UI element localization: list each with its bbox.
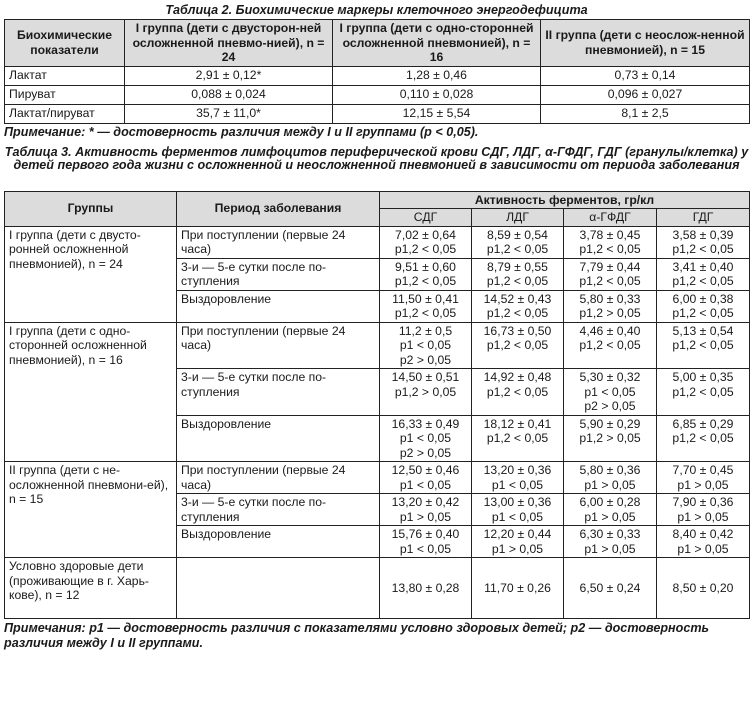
table3-group-cell: Условно здоровые дети (проживающие в г. Харь-кове), n = 12 (5, 558, 177, 619)
table3-value-cell: 16,73 ± 0,50 p1,2 < 0,05 (472, 322, 564, 369)
table2-value-cell: 0,088 ± 0,024 (125, 85, 333, 104)
table2-header-group2: II группа (дети с неослож-ненной пневмонией), n = 15 (541, 20, 750, 67)
table3-value-cell: 8,79 ± 0,55 p1,2 < 0,05 (472, 258, 564, 290)
table3-header-activity: Активность ферментов, гр/кл (380, 191, 750, 209)
table3-period-cell: При поступлении (первые 24 часа) (177, 322, 380, 369)
table3-period-cell: Выздоровление (177, 526, 380, 558)
table3-value-cell: 12,50 ± 0,46 p1 < 0,05 (380, 462, 472, 494)
table3-value-cell: 8,50 ± 0,20 (657, 558, 750, 619)
table3-row (5, 226, 750, 258)
table2-value-cell: 8,1 ± 2,5 (541, 104, 750, 123)
table3-value-cell: 7,90 ± 0,36 p1 > 0,05 (657, 494, 750, 526)
table3-value-cell: 14,52 ± 0,43 p1,2 < 0,05 (472, 290, 564, 322)
table2-row (5, 66, 750, 85)
table3-header-groups: Группы (5, 191, 177, 226)
table3-value-cell: 3,41 ± 0,40 p1,2 < 0,05 (657, 258, 750, 290)
table3-value-cell: 6,30 ± 0,33 p1 > 0,05 (564, 526, 657, 558)
table3-value-cell: 12,20 ± 0,44 p1 > 0,05 (472, 526, 564, 558)
table3-value-cell: 7,79 ± 0,44 p1,2 < 0,05 (564, 258, 657, 290)
table3-row (5, 462, 750, 494)
table3-value-cell: 11,70 ± 0,26 (472, 558, 564, 619)
table2-indicator-cell: Пируват (5, 85, 125, 104)
table2-value-cell: 0,73 ± 0,14 (541, 66, 750, 85)
table3-value-cell: 6,00 ± 0,38 p1,2 < 0,05 (657, 290, 750, 322)
table3-value-cell: 16,33 ± 0,49 p1 < 0,05 p2 > 0,05 (380, 415, 472, 462)
table2-value-cell: 1,28 ± 0,46 (333, 66, 541, 85)
table3-value-cell: 11,2 ± 0,5 p1 < 0,05 p2 > 0,05 (380, 322, 472, 369)
table3-period-cell: Выздоровление (177, 415, 380, 462)
table3-header-period: Период заболевания (177, 191, 380, 226)
table2-value-cell: 12,15 ± 5,54 (333, 104, 541, 123)
table2-value-cell: 2,91 ± 0,12* (125, 66, 333, 85)
table3-group-cell: I группа (дети с двусто-ронней осложненной пневмонией), n = 24 (5, 226, 177, 322)
table2-caption: Таблица 2. Биохимические маркеры клеточного энергодефицита (165, 3, 588, 17)
table3-period-cell (177, 558, 380, 619)
table3-row (5, 322, 750, 369)
table3-value-cell: 5,90 ± 0,29 p1,2 > 0,05 (564, 415, 657, 462)
table3-value-cell: 18,12 ± 0,41 p1,2 < 0,05 (472, 415, 564, 462)
table3-note: Примечания: p1 — достоверность различия с показателями условно здоровых детей; p2 — достоверность различия между I и II группами. (4, 621, 710, 650)
table3-period-cell: 3-и — 5-е сутки после по-ступления (177, 258, 380, 290)
table3-group-cell: II группа (дети с не-осложненной пневмони-ей), n = 15 (5, 462, 177, 558)
table3-value-cell: 11,50 ± 0,41 p1,2 < 0,05 (380, 290, 472, 322)
table3-value-cell: 8,59 ± 0,54 p1,2 < 0,05 (472, 226, 564, 258)
table2-indicator-cell: Лактат (5, 66, 125, 85)
table3-value-cell: 13,00 ± 0,36 p1 < 0,05 (472, 494, 564, 526)
table3-value-cell: 4,46 ± 0,40 p1,2 < 0,05 (564, 322, 657, 369)
table3-value-cell: 14,50 ± 0,51 p1,2 > 0,05 (380, 369, 472, 416)
table3-value-cell: 13,20 ± 0,36 p1 < 0,05 (472, 462, 564, 494)
table3-value-cell: 6,85 ± 0,29 p1,2 < 0,05 (657, 415, 750, 462)
table3-value-cell: 5,30 ± 0,32 p1 < 0,05 p2 > 0,05 (564, 369, 657, 416)
table3-enzyme-sdg: СДГ (380, 209, 472, 227)
table3-period-cell: 3-и — 5-е сутки после по-ступления (177, 494, 380, 526)
table3-value-cell: 13,80 ± 0,28 (380, 558, 472, 619)
table3-value-cell: 9,51 ± 0,60 p1,2 < 0,05 (380, 258, 472, 290)
table2-note: Примечание: * — достоверность различия между I и II группами (p < 0,05). (4, 124, 479, 139)
table3-value-cell: 5,00 ± 0,35 p1,2 < 0,05 (657, 369, 750, 416)
table2-header-row (5, 20, 750, 67)
table3-value-cell: 8,40 ± 0,42 p1 > 0,05 (657, 526, 750, 558)
table2-value-cell: 0,110 ± 0,028 (333, 85, 541, 104)
table3 (4, 191, 750, 620)
table3-value-cell: 6,00 ± 0,28 p1 > 0,05 (564, 494, 657, 526)
table2-value-cell: 35,7 ± 11,0* (125, 104, 333, 123)
table3-row (5, 558, 750, 619)
table3-value-cell: 13,20 ± 0,42 p1 > 0,05 (380, 494, 472, 526)
table2-header-indicator: Биохимические показатели (5, 20, 125, 67)
table3-group-cell: I группа (дети с одно-сторонней осложненной пневмонией), n = 16 (5, 322, 177, 462)
table3-value-cell: 7,02 ± 0,64 p1,2 < 0,05 (380, 226, 472, 258)
table2-header-group1-unilateral: I группа (дети с одно-сторонней осложненной пневмонией), n = 16 (333, 20, 541, 67)
table3-period-cell: 3-и — 5-е сутки после по-ступления (177, 369, 380, 416)
table2-value-cell: 0,096 ± 0,027 (541, 85, 750, 104)
table3-value-cell: 5,80 ± 0,33 p1,2 > 0,05 (564, 290, 657, 322)
table3-period-cell: При поступлении (первые 24 часа) (177, 462, 380, 494)
table2-row (5, 104, 750, 123)
table3-period-cell: При поступлении (первые 24 часа) (177, 226, 380, 258)
table3-enzyme-ldg: ЛДГ (472, 209, 564, 227)
table3-value-cell: 5,80 ± 0,36 p1 > 0,05 (564, 462, 657, 494)
table3-value-cell: 7,70 ± 0,45 p1 > 0,05 (657, 462, 750, 494)
table3-header-row (5, 191, 750, 209)
table3-enzyme-gdg: ГДГ (657, 209, 750, 227)
table2 (4, 19, 750, 124)
table3-value-cell: 3,78 ± 0,45 p1,2 < 0,05 (564, 226, 657, 258)
table3-value-cell: 3,58 ± 0,39 p1,2 < 0,05 (657, 226, 750, 258)
table3-value-cell: 14,92 ± 0,48 p1,2 < 0,05 (472, 369, 564, 416)
table3-period-cell: Выздоровление (177, 290, 380, 322)
table3-value-cell: 15,76 ± 0,40 p1 < 0,05 (380, 526, 472, 558)
table2-row (5, 85, 750, 104)
table2-indicator-cell: Лактат/пируват (5, 104, 125, 123)
table3-value-cell: 5,13 ± 0,54 p1,2 < 0,05 (657, 322, 750, 369)
table3-enzyme-agfdg: α-ГФДГ (564, 209, 657, 227)
table3-caption: Таблица 3. Активность ферментов лимфоцитов периферической крови СДГ, ЛДГ, α-ГФДГ, ГДГ (гранулы/клетка) у детей первого года жизни с осложненной и неосложненной пневмонией в зависимости от периода заболевания (4, 144, 749, 172)
table3-value-cell: 6,50 ± 0,24 (564, 558, 657, 619)
table2-header-group1-bilateral: I группа (дети с двусторон-ней осложненной пневмо-нией), n = 24 (125, 20, 333, 67)
